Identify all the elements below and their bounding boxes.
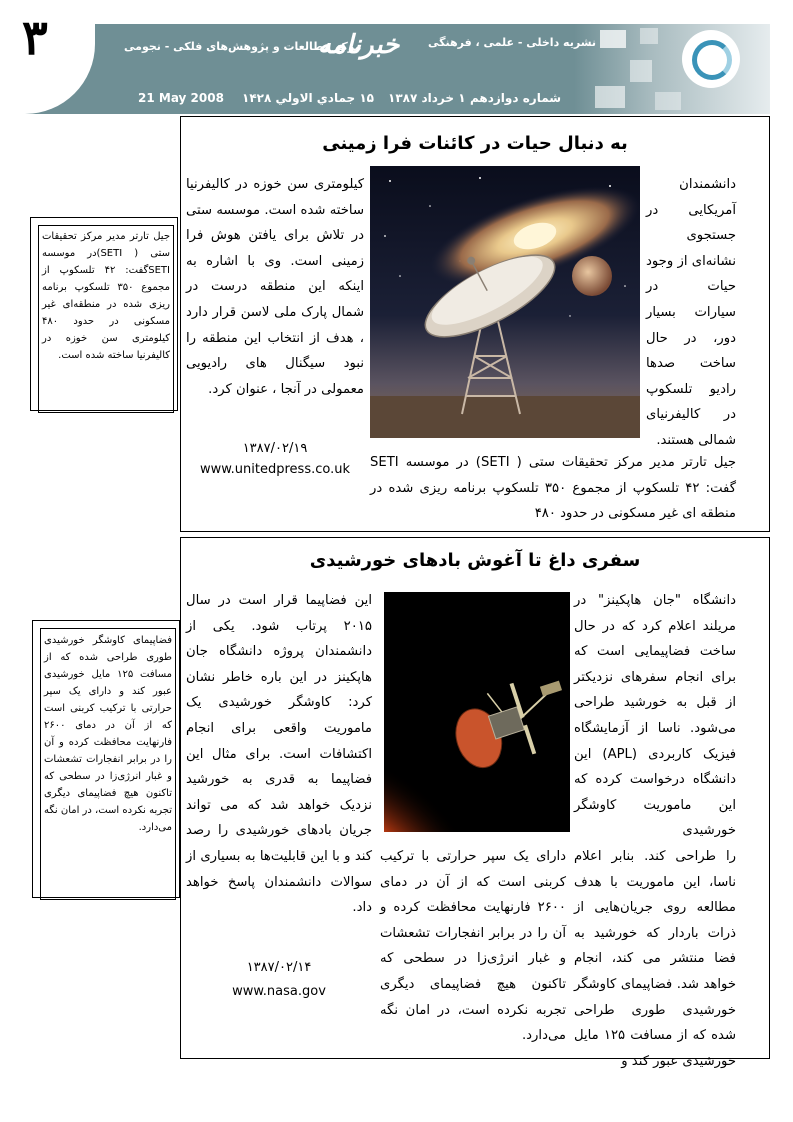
article1-column-left: کیلومتری سن خوزه در کالیفرنیا ساخته شده است. موسسه ستی در تلاش برای یافتن هوش فرا زمینی است. وی با اشاره به اینکه این منطقه درست در شمال پارک ملی لاسن قرار دارد ، هدف از انتخاب این منطقه را نبود سیگنال های رادیویی معمولی در آنجا ، عنوان کرد. bbox=[186, 177, 364, 397]
article1-column-right: دانشمندان آمریکایی در جستجوی نشانه‌ای از وجود حیات در سیارات بسیار دور، در حال ساخت صدها رادیو تلسکوپ در کالیفرنیای شمالی هستند. bbox=[646, 177, 736, 448]
header-tile bbox=[655, 92, 681, 110]
article1-title: به دنبال حیات در کائنات فرا زمینی bbox=[322, 133, 628, 154]
article2-image-solar-probe bbox=[384, 592, 570, 832]
article2-column-right-bottom: را طراحی کند. بنابر اعلام ناسا، این ماموریت با هدف مطالعه روی جریان‌هایی از ذرات باردار که خورشید به فضا منتشر می کند، انجام خواهد شد. فضاپیمای کاوشگر خورشیدی طوری طراحی شده که از مسافت ۱۲۵ مایل خورشیدی عبور کند و bbox=[574, 849, 736, 1069]
article2-column-left: این فضاپیما قرار است در سال ۲۰۱۵ پرتاب شود. یکی از دانشمندان پروژه دانشگاه جان هاپکینز در این باره خاطر نشان کرد: کاوشگر خورشیدی یک ماموریت واقعی برای انجام اکتشافات است. برای مثال این فضاپیما به قدری به خورشید نزدیک خواهد شد که می تواند جریان بادهای خورشیدی را رصد کند و با این قابلیت‌ها به بسیاری از سوالات دانشمندان پاسخ خواهد داد. bbox=[186, 593, 372, 916]
solar-probe-image bbox=[384, 592, 570, 832]
page-number: ۳ bbox=[22, 10, 48, 66]
issue-number: شماره دوازدهم bbox=[470, 91, 562, 105]
radio-telescope-galaxy-image bbox=[370, 166, 640, 438]
sidebar2-text: فضاپیمای کاوشگر خورشیدی طوری طراحی شده که از مسافت ۱۲۵ مایل خورشیدی عبور کند و دارای یک سپر حرارتی با ترکیب کربنی است که از آن در دمای ۲۶۰۰ فارنهایت محافظت کرده و آن را در برابر انفجارات تشعشات و غبار انرژی‌زا در سطحی که تاکنون هیچ فضاپیمای دیگری تجربه نکرده است، در امان نگه می‌دارد. bbox=[44, 635, 172, 833]
article2-date: ۱۳۸۷/۰۲/۱۴ bbox=[246, 960, 312, 975]
header-tile bbox=[640, 28, 658, 44]
header-tile bbox=[595, 86, 625, 108]
article2-source-link[interactable]: www.nasa.gov bbox=[232, 984, 326, 999]
article1-image-radio-telescope bbox=[370, 166, 640, 438]
article2-column-right-top: دانشگاه "جان هاپکینز" در مریلند اعلام کرد که در حال ساخت فضاپیمایی است که برای انجام سفرهای نزدیکتر از قبل به خورشید طراحی می‌شود. ناسا از آزمایشگاه فیزیک کاربردی (APL) این دانشگاه درخواست کرده که این ماموریت کاوشگر خورشیدی bbox=[574, 593, 736, 839]
article1-date: ۱۳۸۷/۰۲/۱۹ bbox=[242, 441, 308, 456]
date-hijri: ۱۵ جمادي الاولي ۱۴۲۸ bbox=[242, 91, 374, 105]
sidebar1-text: جیل تارتر مدیر مرکز تحقیقات ستی ( SETI)در موسسه SETIگفت: ۴۲ تلسکوپ از مجموع ۳۵۰ تلسکوپ برنامه ریزی شده در منطقه‌ای غیر مسکونی در حدود ۴۸۰ کیلومتری سن خوزه در کالیفرنیا ساخته شده است. bbox=[42, 231, 170, 361]
article2-title: سفری داغ تا آغوش بادهای خورشیدی bbox=[309, 550, 641, 571]
header-tile bbox=[630, 60, 652, 82]
publication-type: نشریه داخلی - علمی ، فرهنگی bbox=[428, 36, 597, 49]
date-gregorian: 21 May 2008 bbox=[138, 91, 224, 105]
date-persian: ۱ خرداد ۱۳۸۷ bbox=[388, 91, 466, 105]
article1-column-bottom: جیل تارتر مدیر مرکز تحقیقات ستی ( SETI) در موسسه SETI گفت: ۴۲ تلسکوپ از مجموع ۳۵۰ تلسکوپ برنامه ریزی شده در منطقه ای غیر مسکونی در حدود ۴۸۰ bbox=[370, 455, 736, 522]
header-tile bbox=[600, 30, 626, 48]
publisher-name: مرکز مطالعات و پژوهش‌های فلکی - نجومی bbox=[124, 40, 362, 53]
article1-source-link[interactable]: www.unitedpress.co.uk bbox=[199, 462, 351, 477]
masthead-title: خبرنامه bbox=[318, 30, 400, 60]
logo-ring-icon bbox=[692, 40, 732, 80]
article2-column-middle: دارای یک سپر حرارتی با ترکیب کربنی است که از آن در دمای ۲۶۰۰ فارنهایت محافظت کرده و آن را در برابر انفجارات تشعشات و غبار انرژی‌زا در سطحی که تاکنون هیچ فضاپیمای دیگری تجربه نکرده است، در امان نگه می‌دارد. bbox=[380, 849, 566, 1044]
